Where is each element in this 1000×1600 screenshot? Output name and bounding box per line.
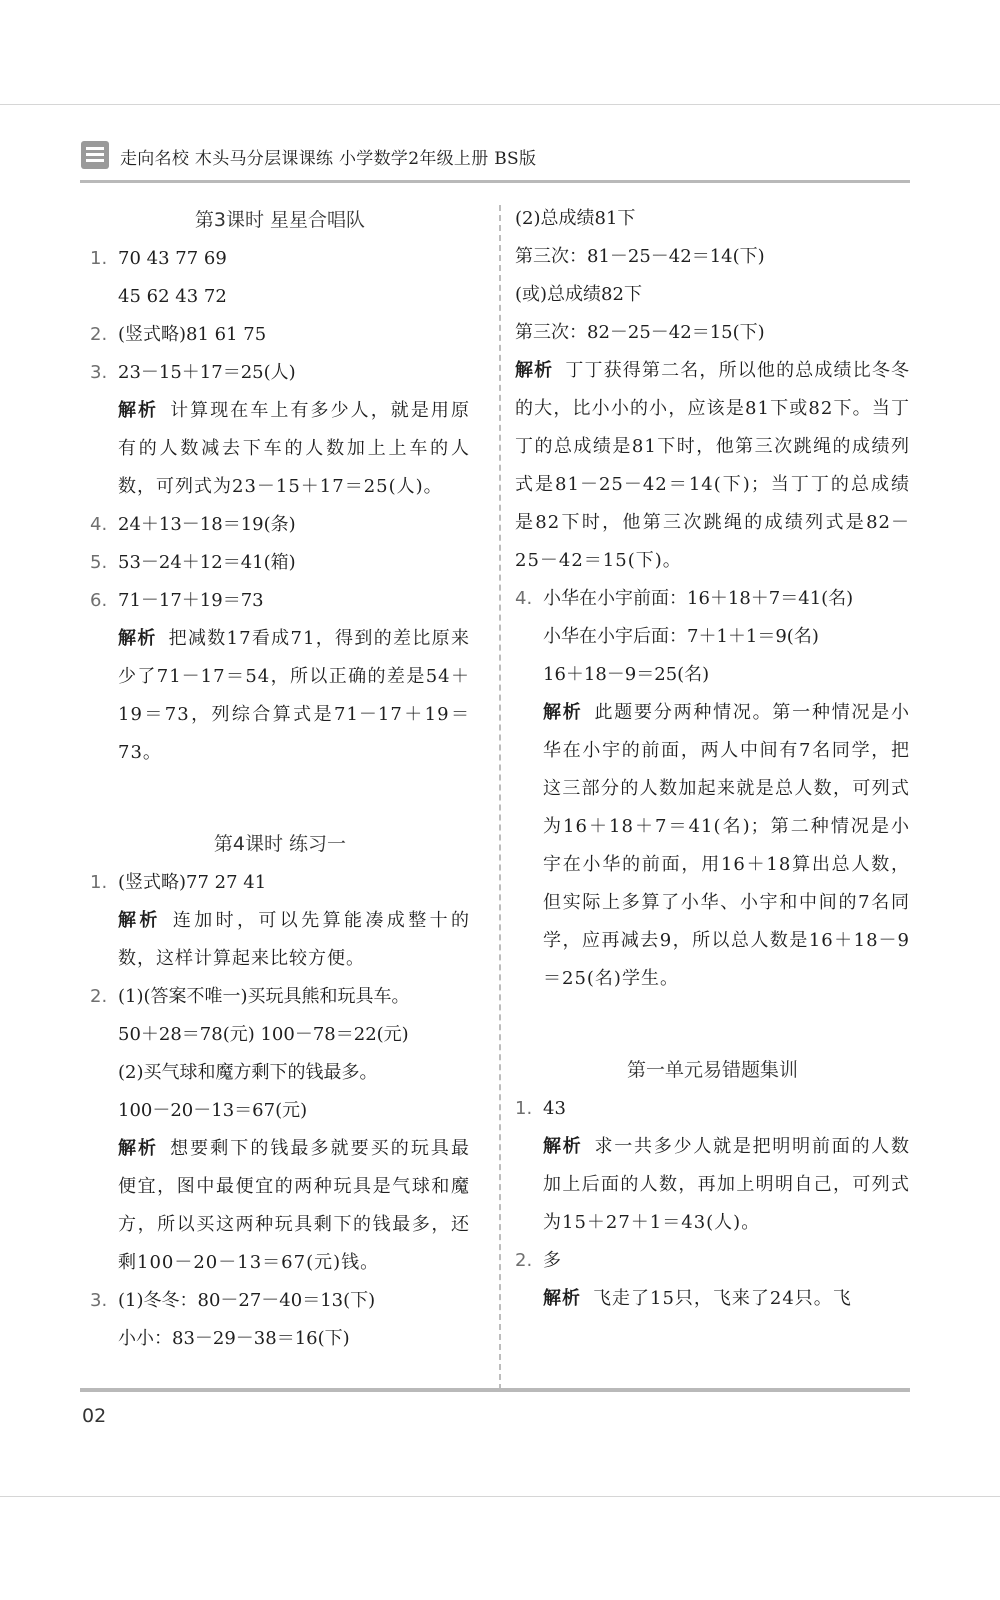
answer-l4-3-alt-calc: 第三次：82－25－42＝15(下) xyxy=(515,322,765,343)
answer-l4-3: 3. (1)冬冬：80－27－40＝13(下) xyxy=(90,1290,376,1311)
header-rule xyxy=(80,180,910,183)
answer-5: 5. 53－24＋12＝41(箱) xyxy=(90,552,296,573)
right-column xyxy=(515,200,910,1318)
analysis-3: 解析 计算现在车上有多少人，就是用原有的人数减去下车的人数加上上车的人数，可列式为23－15＋17＝25(人)。 xyxy=(118,400,470,497)
analysis-u1-2: 解析 飞走了15只，飞来了24只。飞 xyxy=(543,1288,852,1309)
section-title-lesson-3: 第3课时 星星合唱队 xyxy=(194,209,366,231)
header-title: 走向名校 木头马分层课课练 小学数学2年级上册 BS版 xyxy=(120,149,537,169)
answer-6: 6. 71－17＋19＝73 xyxy=(90,590,264,611)
answer-1: 1. 70 43 77 69 xyxy=(90,248,227,269)
answer-u1-2: 2. 多 xyxy=(515,1250,561,1271)
column-divider xyxy=(499,205,501,1390)
analysis-6: 解析 把减数17看成71，得到的差比原来少了71－17＝54，所以正确的差是54＋19＝73，列综合算式是71－17＋19＝73。 xyxy=(118,628,471,763)
analysis-l4-4: 解析 此题要分两种情况。第一种情况是小华在小宇的前面，两人中间有7名同学，把这三部分的人数加起来就是总人数，可列式为16＋18＋7＝41(名)；第二种情况是小宇在小华的前面，用16＋18算出总人数，但实际上多算了小华、小宇和中间的7名同学，应再减去9，所以总人数是16＋18－9＝25(名)学生。 xyxy=(543,702,911,989)
answer-l4-3-line-2: 小小：83－29－38＝16(下) xyxy=(118,1328,350,1349)
analysis-l4-1: 解析 连加时，可以先算能凑成整十的数，这样计算起来比较方便。 xyxy=(118,910,471,969)
answer-l4-4: 4. 小华在小宇前面：16＋18＋7＝41(名) xyxy=(515,588,854,609)
answer-1-line-2: 45 62 43 72 xyxy=(118,286,227,307)
book-logo-icon xyxy=(80,140,110,170)
page-edge-top xyxy=(0,104,1000,105)
page-number: 02 xyxy=(82,1405,107,1427)
answer-3: 3. 23－15＋17＝25(人) xyxy=(90,362,296,383)
analysis-l4-2: 解析 想要剩下的钱最多就要买的玩具最便宜，图中最便宜的两种玩具是气球和魔方，所以买这两种玩具剩下的钱最多，还剩100－20－13＝67(元)钱。 xyxy=(118,1138,470,1273)
answer-l4-3-part-2: (2)总成绩81下 xyxy=(515,208,636,229)
answer-4: 4. 24＋13－18＝19(条) xyxy=(90,514,296,535)
analysis-u1-1: 解析 求一共多少人就是把明明前面的人数加上后面的人数，再加上明明自己，可列式为15＋27＋1＝43(人)。 xyxy=(543,1136,911,1233)
answer-l4-4-line-2: 小华在小宇后面：7＋1＋1＝9(名) xyxy=(543,626,819,647)
left-column xyxy=(90,200,470,1358)
answer-u1-1: 1. 43 xyxy=(515,1098,566,1119)
analysis-l4-3: 解析 丁丁获得第二名，所以他的总成绩比冬冬的大，比小小的小，应该是81下或82下。当丁丁的总成绩是81下时，他第三次跳绳的成绩列式是81－25－42＝14(下)；当丁丁的总成绩是82下时，他第三次跳绳的成绩列式是82－25－42＝15(下)。 xyxy=(515,360,911,571)
footer-rule xyxy=(80,1388,910,1392)
answer-l4-2-line-2: 50＋28＝78(元) 100－78＝22(元) xyxy=(118,1024,409,1045)
page-edge-bottom xyxy=(0,1496,1000,1497)
answer-2: 2. (竖式略)81 61 75 xyxy=(90,324,267,345)
answer-l4-4-line-3: 16＋18－9＝25(名) xyxy=(543,664,710,685)
answer-l4-3-part-2-calc: 第三次：81－25－42＝14(下) xyxy=(515,246,765,267)
answer-l4-2-line-3: (2)买气球和魔方剩下的钱最多。 xyxy=(118,1062,378,1083)
section-title-unit-1-mistakes: 第一单元易错题集训 xyxy=(626,1059,798,1081)
answer-l4-2-line-4: 100－20－13＝67(元) xyxy=(118,1100,308,1121)
answer-l4-2: 2. (1)(答案不唯一)买玩具熊和玩具车。 xyxy=(90,986,410,1007)
answer-l4-1: 1. (竖式略)77 27 41 xyxy=(90,872,267,893)
page-header xyxy=(80,140,910,190)
answer-l4-3-alt: (或)总成绩82下 xyxy=(515,284,642,305)
section-title-lesson-4: 第4课时 练习一 xyxy=(213,833,347,855)
